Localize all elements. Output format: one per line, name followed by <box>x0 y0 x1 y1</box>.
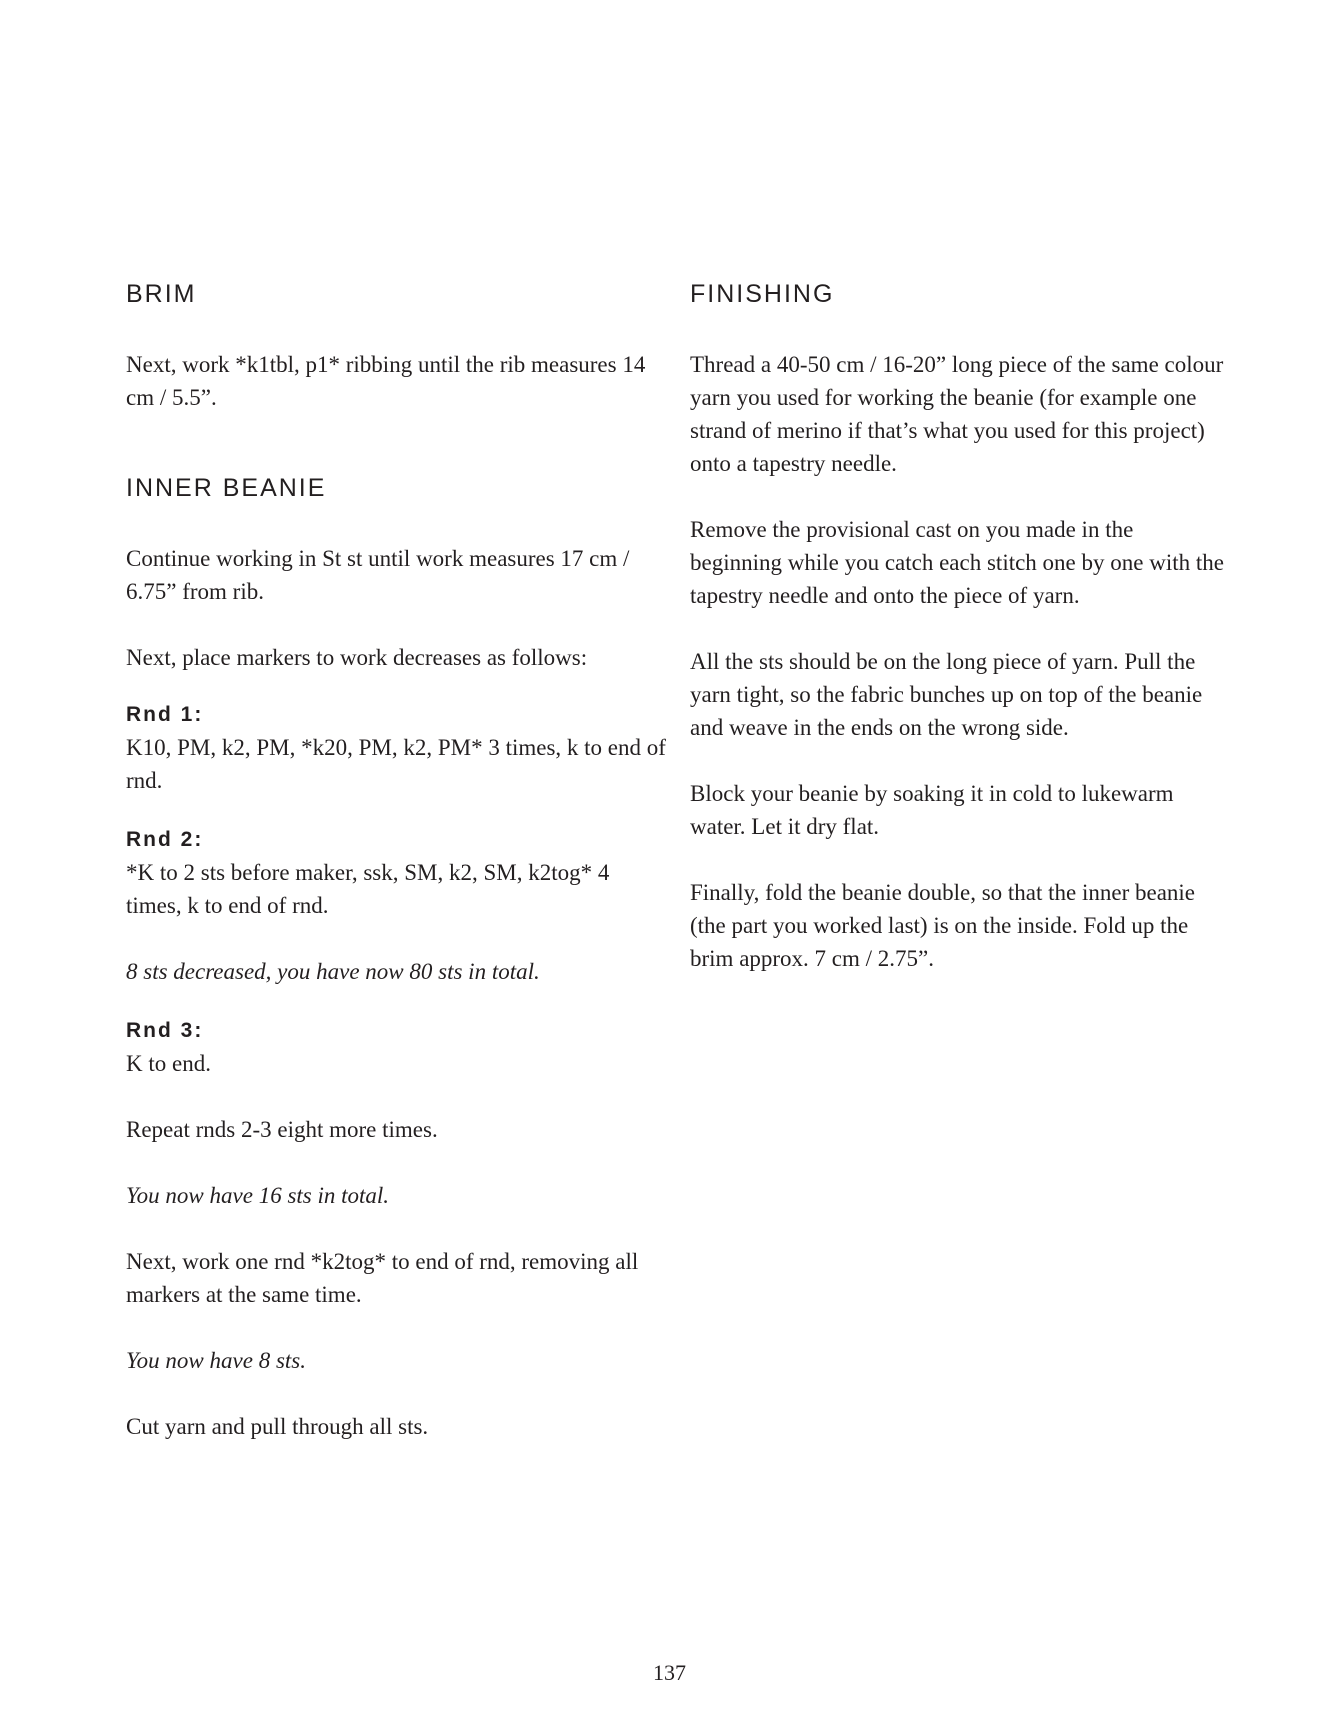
note-16-sts: You now have 16 sts in total. <box>126 1183 390 1208</box>
finishing-paragraph-1: Thread a 40-50 cm / 16-20” long piece of the same colour yarn you used for working the beanie (for example one strand of merino if that’s what you used for this project) onto a tapestry needle. <box>690 352 1224 476</box>
finishing-paragraph-5: Finally, fold the beanie double, so that the inner beanie (the part you worked last) is on the inside. Fold up the brim approx. 7 cm / 2.75”. <box>690 880 1196 971</box>
round-2-block <box>126 823 666 922</box>
round-3-label: Rnd 3: <box>126 1019 204 1042</box>
left-column <box>126 276 666 1476</box>
round-1-text: K10, PM, k2, PM, *k20, PM, k2, PM* 3 times, k to end of rnd. <box>126 735 666 793</box>
round-3-block <box>126 1014 666 1080</box>
note-80-sts: 8 sts decreased, you have now 80 sts in total. <box>126 959 540 984</box>
round-2-text: *K to 2 sts before maker, ssk, SM, k2, SM, k2tog* 4 times, k to end of rnd. <box>126 860 610 918</box>
cut-yarn-paragraph: Cut yarn and pull through all sts. <box>126 1414 429 1439</box>
finishing-paragraph-2: Remove the provisional cast on you made in the beginning while you catch each stitch one by one with the tapestry needle and onto the piece of yarn. <box>690 517 1224 608</box>
round-3-text: K to end. <box>126 1051 211 1076</box>
finishing-paragraph-3: All the sts should be on the long piece of yarn. Pull the yarn tight, so the fabric bunches up on top of the beanie and weave in the ends on the wrong side. <box>690 649 1203 740</box>
right-column <box>690 276 1230 1008</box>
brim-paragraph: Next, work *k1tbl, p1* ribbing until the rib measures 14 cm / 5.5”. <box>126 352 646 410</box>
page-number: 137 <box>653 1660 686 1685</box>
round-1-block <box>126 698 666 797</box>
brim-heading: BRIM <box>126 280 197 308</box>
finishing-paragraph-4: Block your beanie by soaking it in cold to lukewarm water. Let it dry flat. <box>690 781 1174 839</box>
round-1-label: Rnd 1: <box>126 703 204 726</box>
repeat-rounds-paragraph: Repeat rnds 2-3 eight more times. <box>126 1117 438 1142</box>
inner-beanie-heading: INNER BEANIE <box>126 474 327 502</box>
k2tog-round-paragraph: Next, work one rnd *k2tog* to end of rnd, removing all markers at the same time. <box>126 1249 639 1307</box>
inner-beanie-intro-2: Next, place markers to work decreases as follows: <box>126 645 588 670</box>
inner-beanie-intro-1: Continue working in St st until work measures 17 cm / 6.75” from rib. <box>126 546 630 604</box>
finishing-heading: FINISHING <box>690 280 835 308</box>
note-8-sts: You now have 8 sts. <box>126 1348 306 1373</box>
round-2-label: Rnd 2: <box>126 828 204 851</box>
